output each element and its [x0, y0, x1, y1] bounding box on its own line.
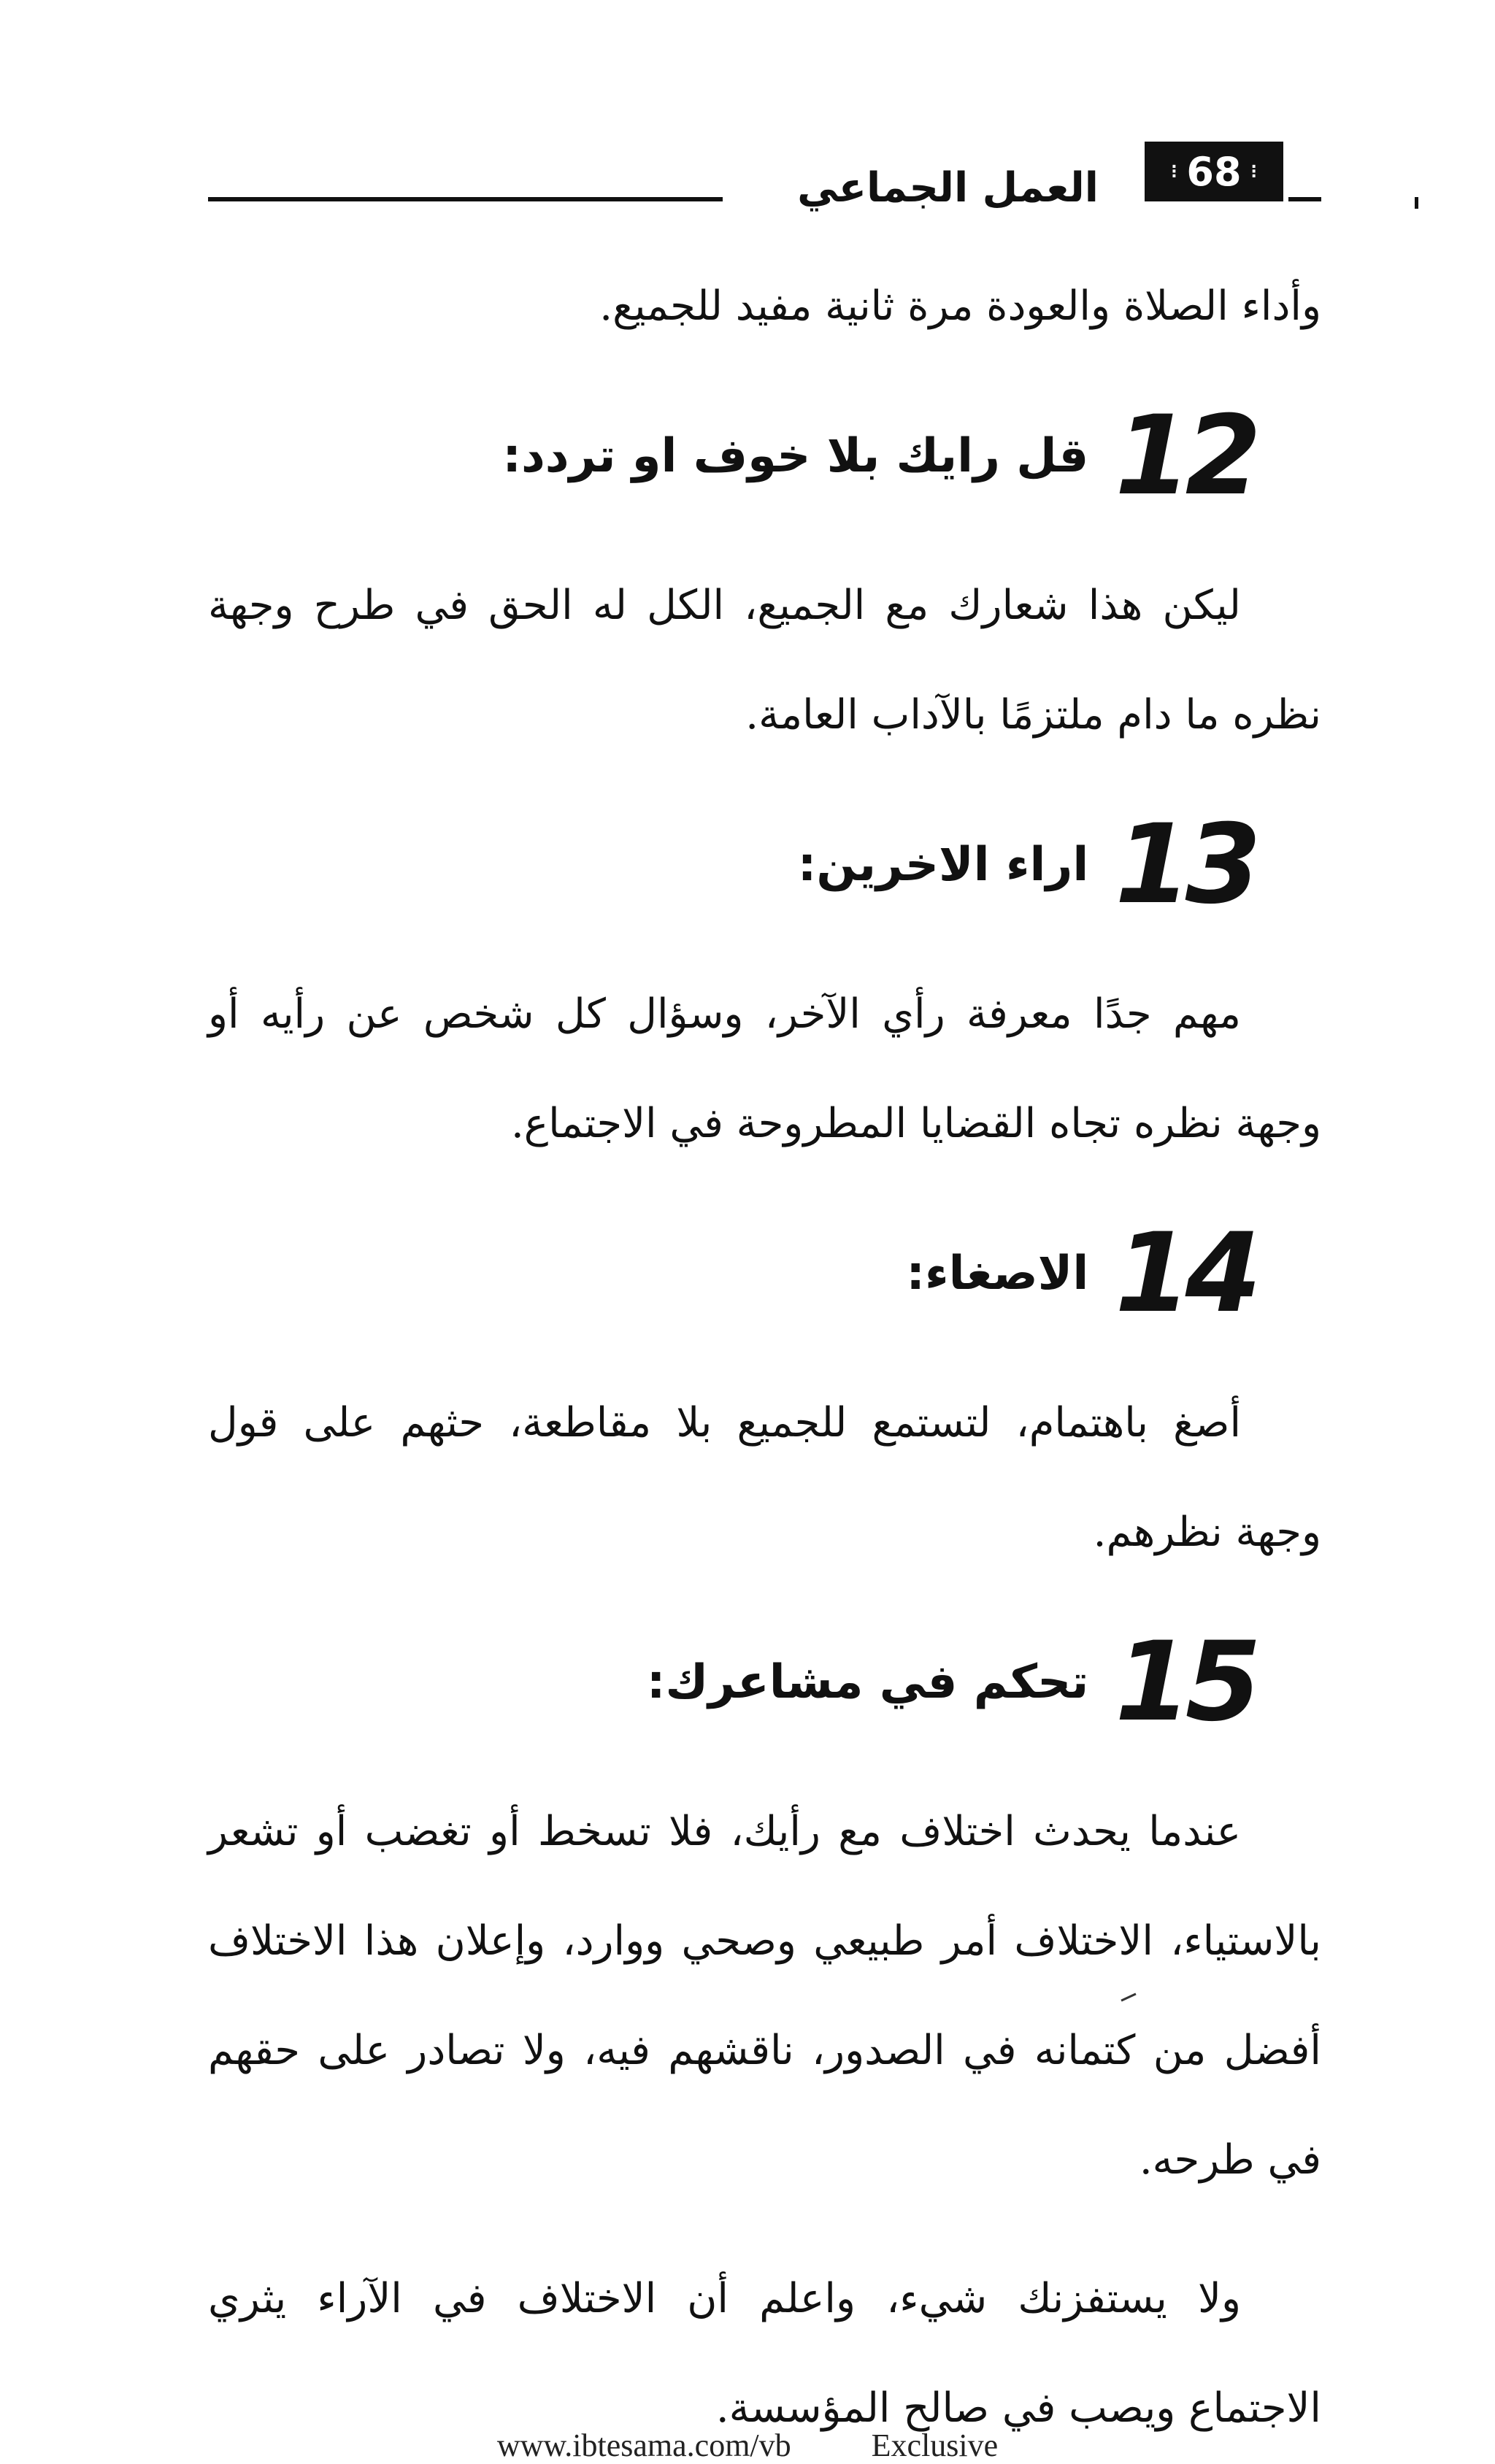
- intro-paragraph: وأداء الصلاة والعودة مرة ثانية مفيد للجميع.: [599, 282, 1321, 330]
- section-number: 13: [1115, 801, 1256, 928]
- header-rule: [208, 197, 723, 201]
- running-header: [208, 139, 1321, 219]
- footer-tag: Exclusive: [871, 2428, 999, 2463]
- section-title: اراء الاخرين:: [797, 838, 1089, 892]
- section-number: 12: [1115, 393, 1256, 520]
- page-footer: [0, 2427, 1495, 2464]
- section-heading-13: [208, 770, 1321, 960]
- section-heading-12: [208, 361, 1321, 551]
- section-paragraph: ولا يستفزنك شيء، واعلم أن الاختلاف في الآراء يثري الاجتماع ويصب في صالح المؤسسة.: [208, 2275, 1321, 2432]
- page-number-badge: [1145, 142, 1283, 201]
- ornament-icon: ⋮: [1166, 162, 1183, 181]
- scan-mark: [1415, 197, 1418, 209]
- chapter-title: العمل الجماعي: [797, 164, 1099, 212]
- section-title: قل رايك بلا خوف او تردد:: [502, 429, 1089, 483]
- footer-site: www.ibtesama.com/vb: [496, 2428, 791, 2463]
- ornament-icon: ⋮: [1245, 162, 1262, 181]
- section-paragraph: مهم جدًا معرفة رأي الآخر، وسؤال كل شخص عن رأيه أو وجهة نظره تجاه القضايا المطروحة في الاجتماع.: [208, 990, 1321, 1147]
- section-title: تحكم في مشاعرك:: [646, 1655, 1089, 1709]
- header-rule-end: [1288, 197, 1321, 201]
- page-body: [208, 252, 1321, 2463]
- paragraph-gap: [208, 2215, 1321, 2244]
- page-number: 68: [1186, 148, 1242, 195]
- section-paragraph: أصغ باهتمام، لتستمع للجميع بلا مقاطعة، حثهم على قول وجهة نظرهم.: [208, 1399, 1321, 1556]
- section-heading-14: [208, 1179, 1321, 1368]
- section-paragraph: ليكن هذا شعارك مع الجميع، الكل له الحق في طرح وجهة نظره ما دام ملتزمًا بالآداب العامة.: [208, 582, 1321, 739]
- section-paragraph: عندما يحدث اختلاف مع رأيك، فلا تسخط أو تغضب أو تشعر بالاستياء، الاختلاف أمر طبيعي وصحي ووارد، وإعلان هذا الاختلاف أفضل من كتمانه في الصدور، ناقشهم فيه، ولا تصادر على حقهم في طرحه.: [208, 1808, 1321, 2184]
- section-heading-15: [208, 1587, 1321, 1777]
- section-number: 15: [1115, 1619, 1256, 1746]
- section-title: الاصغاء:: [906, 1247, 1089, 1301]
- section-number: 14: [1115, 1210, 1256, 1337]
